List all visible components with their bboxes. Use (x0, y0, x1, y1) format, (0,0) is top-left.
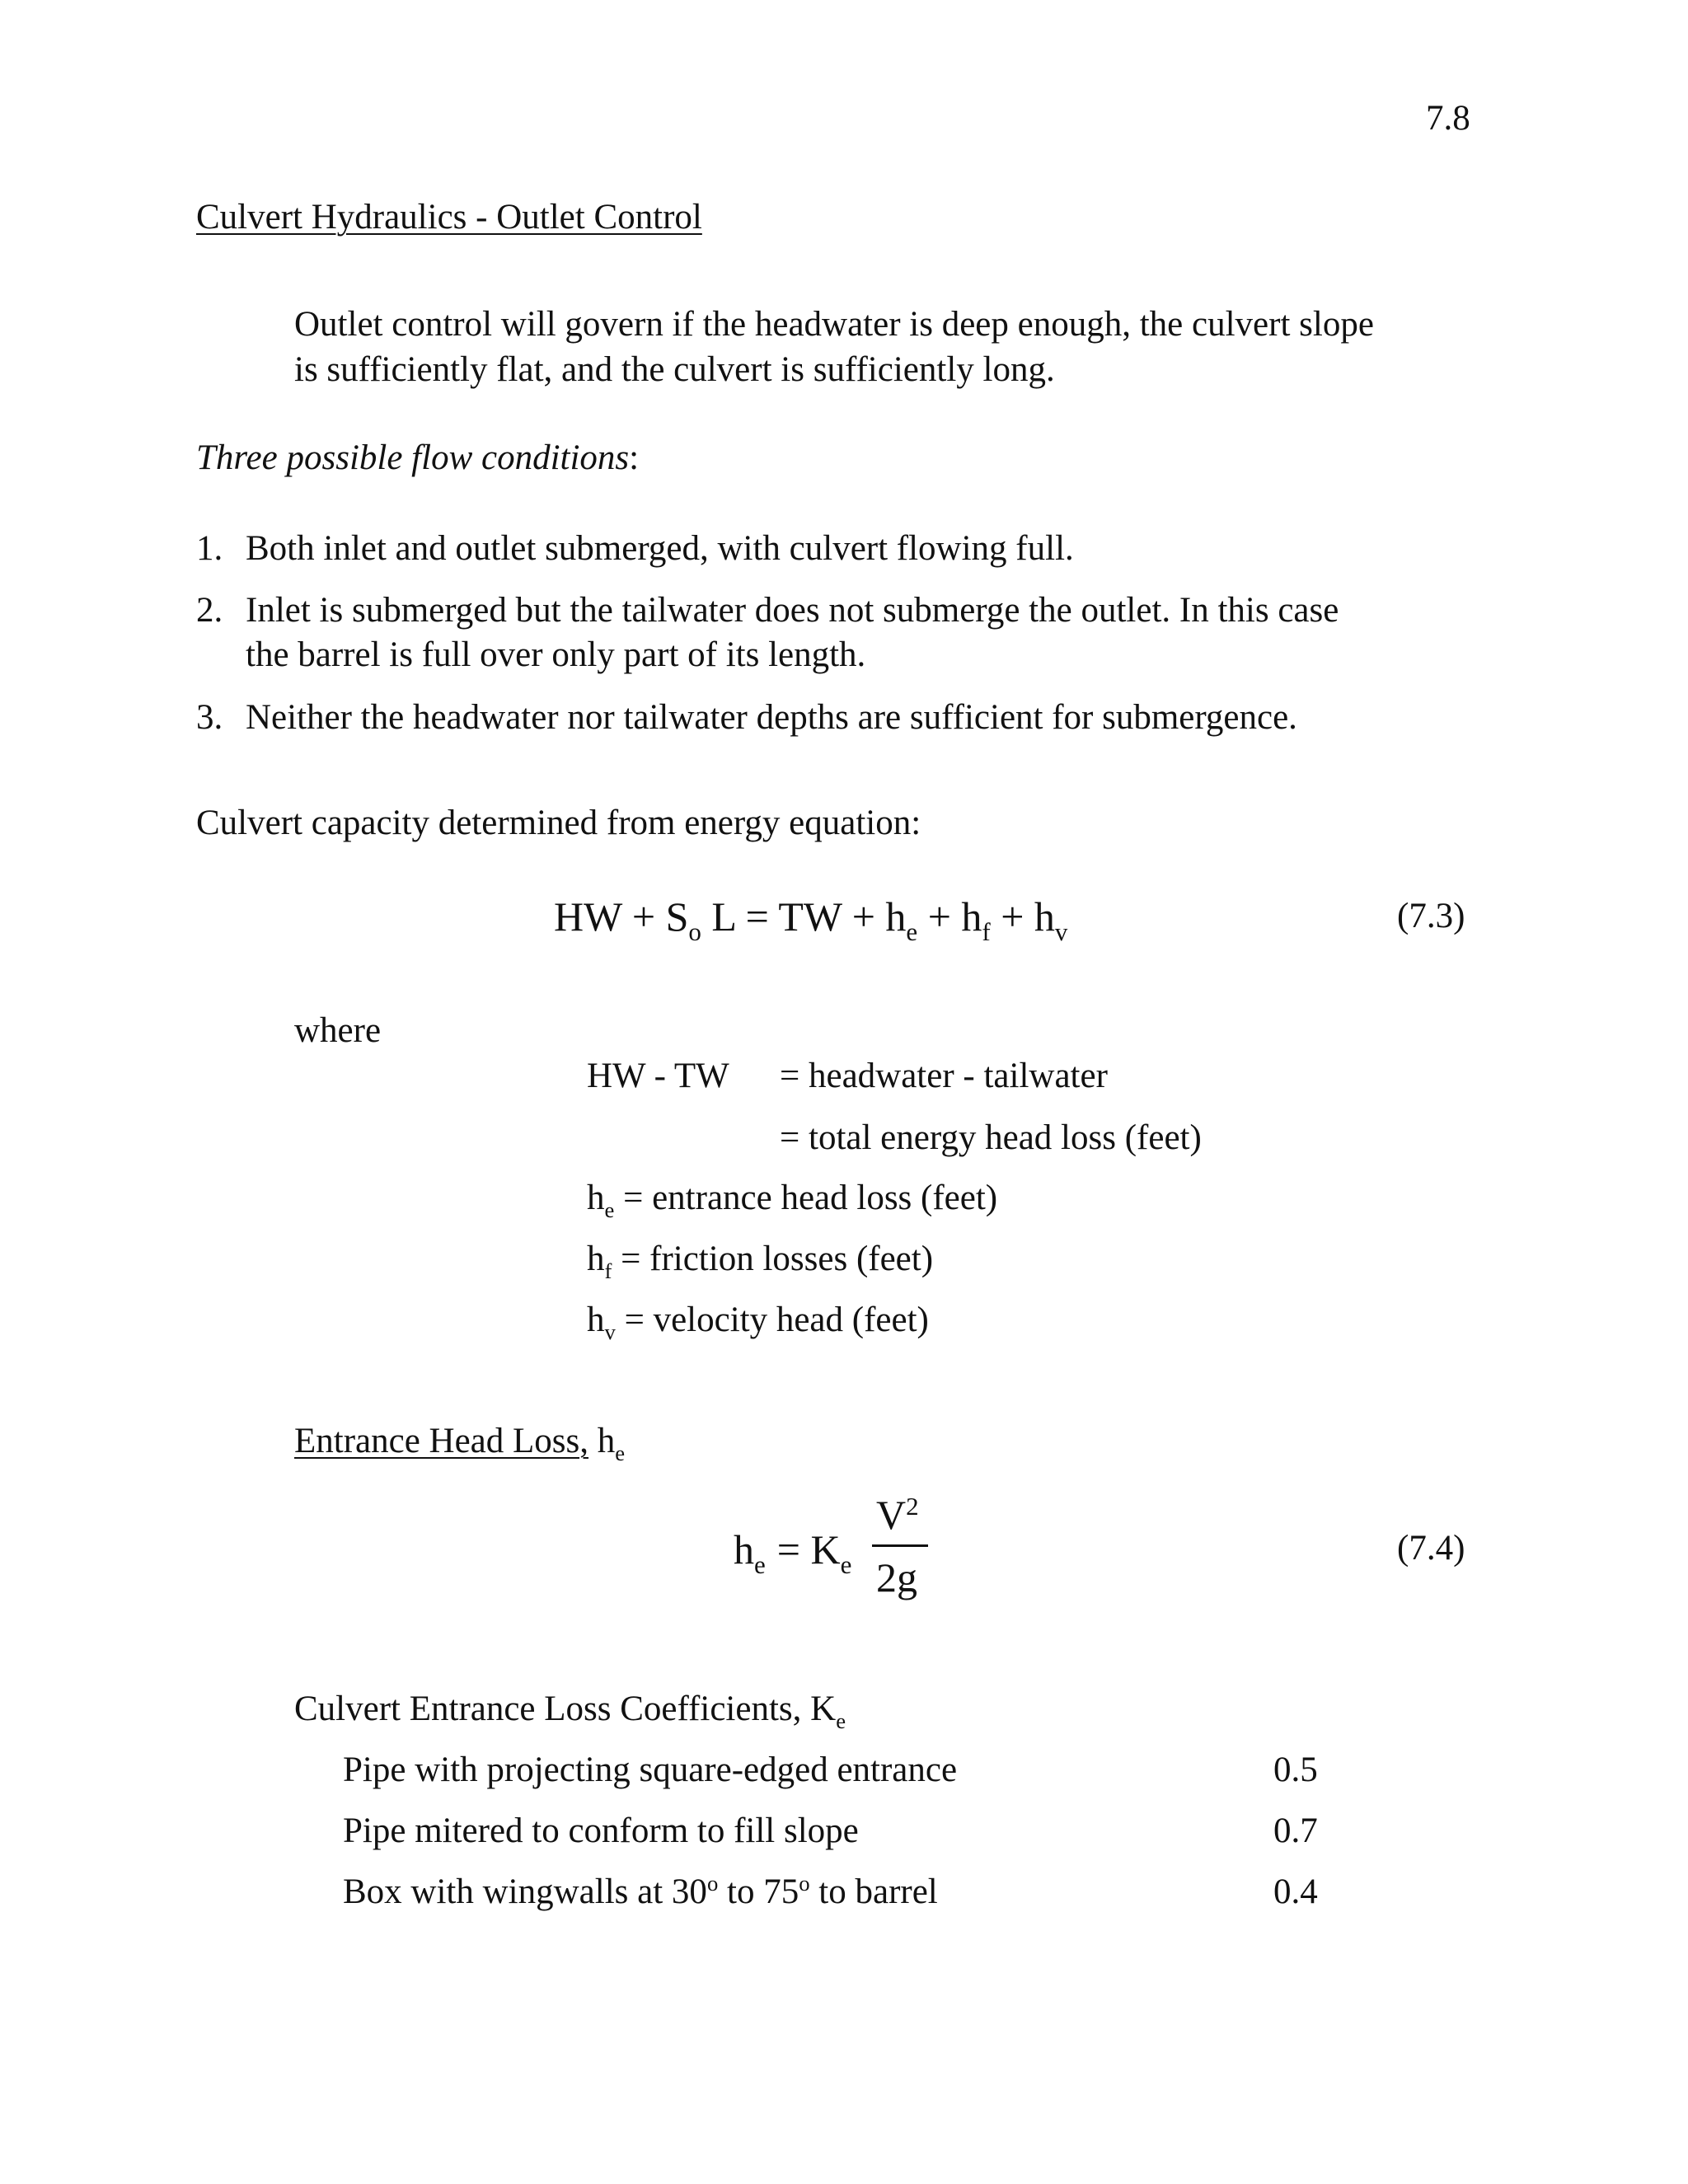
symbol: V (876, 1492, 907, 1538)
coefficient-label: Pipe mitered to conform to fill slope (343, 1811, 859, 1850)
subscript: e (615, 1441, 626, 1466)
entrance-heading-text: Entrance Head Loss, (294, 1422, 588, 1460)
definition-hv (587, 1299, 929, 1345)
where-label: where (294, 1011, 382, 1050)
intro-line: Outlet control will govern if the headwater is deep enough, the culvert slope (294, 305, 1374, 344)
eq-term: + h (990, 893, 1055, 940)
equation-7-3 (554, 892, 1068, 946)
definition-hf (587, 1238, 934, 1284)
symbol: h (587, 1179, 605, 1217)
definition-text: = headwater - tailwater (780, 1057, 1108, 1095)
list-item-text: Neither the headwater nor tailwater depths are sufficient for submergence. (246, 698, 1297, 737)
eq-subscript: o (688, 916, 701, 946)
conditions-title-text: Three possible flow conditions (196, 438, 630, 477)
conditions-title (196, 437, 639, 480)
list-item-text: Both inlet and outlet submerged, with culvert flowing full. (246, 529, 1074, 568)
eq-lhs (734, 1525, 852, 1579)
superscript: 2 (906, 1491, 919, 1521)
conditions-title-colon: : (629, 438, 640, 477)
definition-text: = total energy head loss (feet) (780, 1118, 1202, 1157)
subscript: e (754, 1549, 766, 1579)
equation-number: (7.4) (1397, 1529, 1465, 1568)
coefficient-value: 0.4 (1273, 1872, 1318, 1911)
label-part: to 75 (718, 1872, 799, 1911)
eq-term: + h (917, 893, 982, 940)
symbol: h (588, 1422, 616, 1460)
list-item-number: 1. (196, 529, 223, 568)
eq-subscript: f (982, 916, 991, 946)
symbol: h (587, 1240, 605, 1278)
equation-number: (7.3) (1397, 897, 1465, 935)
fraction-bar (872, 1544, 928, 1547)
subscript: v (604, 1319, 616, 1345)
subscript: e (836, 1708, 846, 1734)
section-heading: Culvert Hydraulics - Outlet Control (196, 198, 702, 237)
subscript: e (604, 1197, 615, 1223)
list-item-text: Inlet is submerged but the tailwater does not submerge the outlet. In this case (246, 591, 1339, 630)
coefficients-title-text: Culvert Entrance Loss Coefficients, K (294, 1690, 837, 1728)
degree-mark: o (706, 1871, 719, 1896)
coefficients-title (294, 1688, 846, 1734)
eq-subscript: e (906, 916, 918, 946)
definition-symbol: HW - TW (587, 1057, 729, 1095)
list-item-number: 3. (196, 698, 223, 737)
definition-he (587, 1177, 998, 1223)
eq-term: HW + S (554, 893, 689, 940)
list-item-text: the barrel is full over only part of its length. (246, 635, 866, 674)
coefficient-value: 0.5 (1273, 1750, 1318, 1789)
list-item-number: 2. (196, 591, 223, 630)
eq-term: L = TW + h (701, 893, 907, 940)
definition-text: = velocity head (feet) (615, 1301, 929, 1339)
fraction-denominator: 2g (876, 1554, 917, 1601)
entrance-heading (294, 1420, 626, 1466)
degree-mark: o (799, 1871, 810, 1896)
subscript: f (604, 1258, 612, 1284)
definition-text: = entrance head loss (feet) (614, 1179, 998, 1217)
subscript: e (840, 1549, 852, 1579)
label-part: to barrel (809, 1872, 938, 1911)
capacity-text: Culvert capacity determined from energy equation: (196, 804, 921, 842)
coefficient-value: 0.7 (1273, 1811, 1318, 1850)
label-part: Box with wingwalls at 30 (343, 1872, 707, 1911)
definition-text: = friction losses (feet) (612, 1240, 934, 1278)
fraction-numerator (876, 1490, 919, 1540)
coefficient-label (343, 1871, 938, 1914)
symbol: h (587, 1301, 605, 1339)
coefficient-label: Pipe with projecting square-edged entrance (343, 1750, 958, 1789)
eq-term: = K (776, 1526, 841, 1572)
symbol: h (734, 1526, 754, 1572)
eq-subscript: v (1054, 916, 1068, 946)
intro-line: is sufficiently flat, and the culvert is sufficiently long. (294, 350, 1055, 389)
page-number: 7.8 (1426, 99, 1470, 138)
